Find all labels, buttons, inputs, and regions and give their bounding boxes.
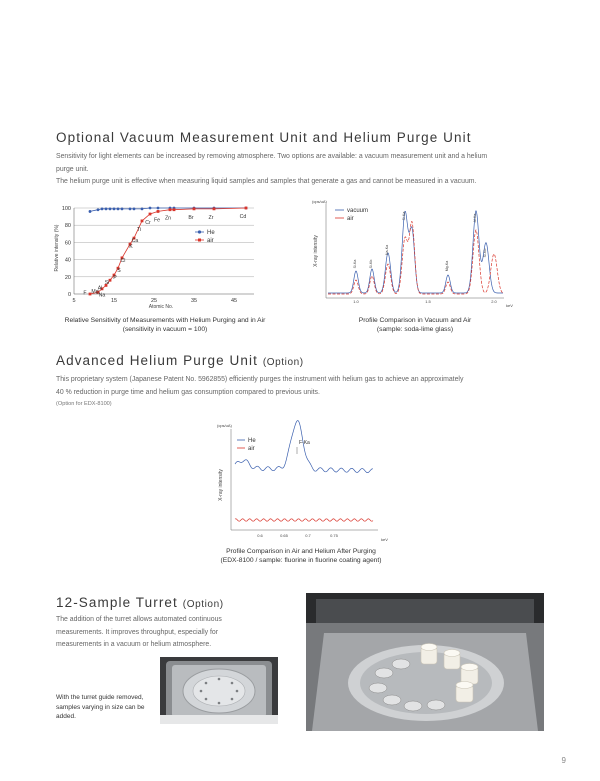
peak-annotation: F-Ka	[299, 440, 310, 446]
caption-line: (sensitivity in vacuum = 100)	[122, 326, 208, 333]
chart-legend	[237, 438, 256, 452]
caption-line: (EDX-8100 / sample: fluorine in fluorine coating agent)	[220, 557, 382, 564]
legend-he-label: He	[207, 230, 215, 236]
element-label: K	[129, 244, 133, 251]
para-line: 40 % reduction in purge time and helium gas consumption compared to previous units.	[56, 388, 320, 396]
page-number: 9	[561, 756, 566, 765]
x-tick-label: 5	[72, 298, 76, 304]
legend-air-marker	[198, 239, 201, 242]
data-point	[113, 207, 116, 210]
para-line: The addition of the turret allows automated continuous	[56, 616, 222, 623]
element-labels	[83, 214, 246, 298]
title-main: Advanced Helium Purge Unit	[56, 353, 258, 368]
element-label: Cl	[120, 257, 126, 264]
title-main: 12-Sample Turret	[56, 595, 178, 610]
data-point	[173, 208, 176, 211]
y-tick-label: 20	[64, 274, 71, 281]
x-unit-label: keV	[381, 537, 388, 542]
element-label: Zr	[208, 214, 214, 221]
y-tick-label: 0	[67, 292, 71, 298]
data-point	[245, 207, 248, 210]
sample-turret-image	[306, 593, 544, 731]
para-line: measurements. It improves throughput, especially for	[56, 628, 219, 636]
air-profile-line	[235, 519, 373, 521]
y-axis-label: Relative intensity (%)	[54, 224, 60, 272]
x-tick-label: 1.5	[425, 299, 431, 304]
turret-guide-removed-photo	[160, 657, 278, 724]
element-label: F	[83, 290, 87, 297]
data-point	[97, 208, 100, 211]
section-title-advanced-helium	[56, 353, 304, 368]
x-tick-label: 0.75	[330, 533, 338, 538]
element-label: Br	[188, 214, 194, 221]
legend-he-marker	[198, 230, 201, 233]
peak-label: Si-Ka	[353, 259, 357, 269]
y-unit-label: (cps/uA)	[217, 423, 232, 428]
data-point	[157, 207, 160, 210]
para-line: purge unit.	[56, 165, 89, 173]
element-label: Si	[104, 280, 110, 287]
vacuum-air-profile-chart	[308, 196, 514, 312]
element-label: Fe	[153, 217, 161, 224]
relative-sensitivity-chart	[54, 200, 264, 312]
caption-line: Profile Comparison in Air and Helium After Purging	[226, 548, 376, 555]
caption-line: added.	[56, 713, 76, 720]
section-title-vacuum-helium: Optional Vacuum Measurement Unit and Helium Purge Unit	[56, 130, 472, 145]
chart-3-caption	[196, 547, 406, 565]
peak-label: Si-Kb	[369, 259, 373, 269]
peak-labels	[353, 212, 487, 272]
chart-1-caption	[50, 316, 280, 334]
peak-label: Mg-Ka	[445, 260, 449, 272]
x-tick-label: 0.65	[280, 533, 288, 538]
y-tick-label: 60	[64, 240, 71, 247]
x-tick-label: 25	[150, 298, 158, 304]
section-2-paragraph	[56, 374, 556, 399]
y-tick-label: 80	[64, 223, 71, 230]
caption-line: Relative Sensitivity of Measurements with Helium Purging and in Air	[64, 317, 266, 324]
chart-2-caption	[320, 316, 510, 334]
air-helium-profile-chart	[213, 420, 391, 546]
legend-air-label: air	[347, 216, 354, 222]
peak-label: Na-Ka	[385, 244, 389, 256]
y-axis-label: X-ray intensity	[313, 235, 319, 267]
data-point	[149, 213, 152, 216]
data-point	[169, 208, 172, 211]
para-line: Sensitivity for light elements can be increased by removing atmosphere. Two options are available: a vacuum measurement unit and a helium	[56, 153, 488, 160]
caption-line: (sample: soda-lime glass)	[376, 326, 454, 333]
element-label: S	[117, 268, 121, 275]
element-label: Na	[98, 292, 106, 299]
peak-label: Si-Ka	[402, 211, 406, 221]
data-point	[109, 207, 112, 210]
data-point	[157, 210, 160, 213]
caption-line: samples varying in size can be	[56, 703, 145, 711]
x-tick-label: 1.0	[353, 299, 359, 304]
para-line: This proprietary system (Japanese Patent No. 5962855) efficiently purges the instrument with helium gas to achieve an approximately	[56, 376, 464, 383]
element-label: Ti	[136, 226, 142, 233]
data-point	[117, 207, 120, 210]
section-3-paragraph	[56, 614, 286, 652]
x-tick-label: 35	[190, 298, 198, 304]
para-line: measurements in a vacuum or helium atmosphere.	[56, 641, 212, 648]
x-tick-label: 15	[110, 298, 118, 304]
data-point	[133, 207, 136, 210]
option-note: (Option for EDX-8100)	[56, 401, 112, 407]
data-point	[141, 220, 144, 223]
legend-he-label: He	[248, 438, 256, 444]
chart-legend	[335, 208, 368, 222]
x-tick-label: 45	[230, 298, 238, 304]
y-tick-labels	[62, 206, 71, 298]
data-point	[213, 207, 216, 210]
x-tick-label: 0.7	[305, 533, 311, 538]
element-label: Mg	[91, 288, 99, 295]
turret-guide-image	[160, 657, 278, 724]
element-label: Ca	[131, 238, 139, 245]
title-option: (Option)	[262, 357, 304, 368]
x-tick-labels	[353, 299, 513, 308]
chart-legend	[195, 230, 215, 244]
x-unit-label: keV	[506, 303, 513, 308]
data-point	[193, 207, 196, 210]
legend-air-label: air	[207, 238, 214, 244]
y-tick-label: 100	[61, 206, 71, 212]
turret-photo-caption	[56, 693, 145, 722]
section-1-paragraph	[56, 151, 556, 189]
element-label: Cr	[145, 220, 151, 227]
data-point	[105, 207, 108, 210]
caption-line: Profile Comparison in Vacuum and Air	[358, 317, 472, 324]
caption-line: With the turret guide removed,	[56, 694, 144, 701]
y-axis-label: X-ray intensity	[218, 469, 224, 501]
y-tick-label: 40	[64, 257, 71, 264]
para-line: The helium purge unit is effective when measuring liquid samples and samples that generate a gas and cannot be measured in a vacuum.	[56, 178, 477, 185]
data-point	[149, 207, 152, 210]
data-point	[101, 207, 104, 210]
data-point	[121, 207, 124, 210]
he-profile-line	[235, 421, 373, 473]
x-tick-label: 0.6	[257, 533, 263, 538]
data-point	[141, 207, 144, 210]
sample-turret-photo	[306, 593, 544, 731]
legend-vacuum-label: vacuum	[347, 208, 369, 214]
element-label: P	[113, 275, 117, 282]
legend-air-label: air	[248, 446, 255, 452]
data-point	[89, 210, 92, 213]
title-option: (Option)	[182, 599, 224, 610]
x-tick-label: 2.0	[491, 299, 497, 304]
element-label: Zn	[164, 215, 172, 222]
peak-label: Si-Kb	[483, 248, 487, 258]
element-label: Al	[97, 285, 103, 292]
data-point	[129, 207, 132, 210]
element-label: Cd	[239, 214, 247, 220]
air-profile-line	[328, 222, 503, 294]
section-title-sample-turret	[56, 595, 224, 610]
peak-label: Al-Ka	[473, 213, 477, 223]
x-axis-label: Atomic No.	[148, 304, 174, 310]
x-tick-labels	[257, 533, 388, 542]
y-unit-label: (cps/uA)	[312, 199, 327, 204]
